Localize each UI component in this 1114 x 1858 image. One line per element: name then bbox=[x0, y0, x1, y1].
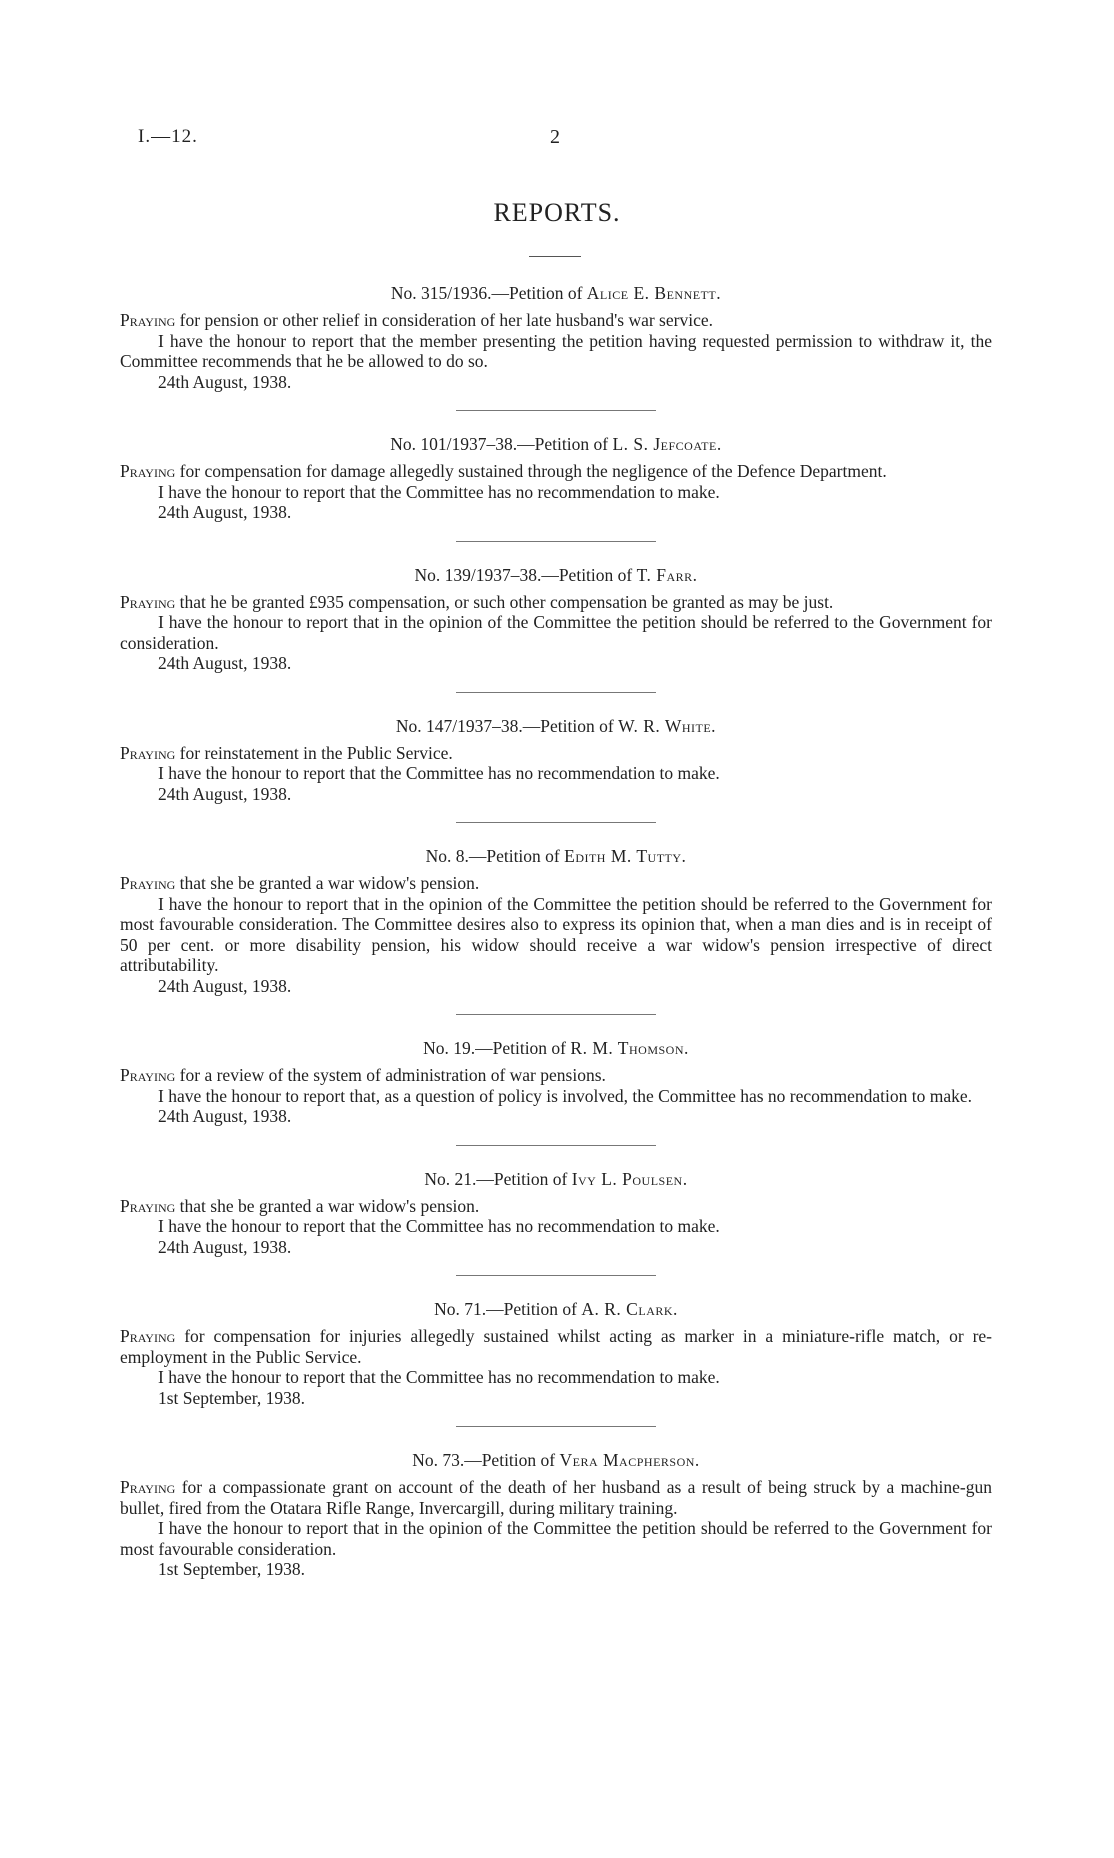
committee-report: I have the honour to report that in the opinion of the Committee the petition should be referred to the Government for consideration. bbox=[120, 612, 992, 653]
petition-number: No. 101/1937–38.—Petition of bbox=[390, 434, 609, 454]
petitioner-name: R. M. Thomson. bbox=[570, 1038, 689, 1058]
petitions-list bbox=[120, 282, 992, 1580]
committee-report: I have the honour to report that the Committee has no recommendation to make. bbox=[158, 763, 720, 783]
section-divider bbox=[456, 410, 656, 411]
petition-prayer bbox=[120, 310, 992, 331]
page-header-ref: I.—12. bbox=[138, 126, 198, 147]
petition-entry bbox=[120, 1168, 992, 1277]
petition-number: No. 8.—Petition of bbox=[425, 846, 560, 866]
section-divider bbox=[456, 692, 656, 693]
prayer-text: for pension or other relief in consideration of her late husband's war service. bbox=[179, 310, 713, 330]
prayer-text: that he be granted £935 compensation, or such other compensation be granted as may be just. bbox=[179, 591, 834, 612]
section-divider bbox=[456, 1145, 656, 1146]
petitioner-name: A. R. Clark. bbox=[581, 1299, 678, 1319]
committee-report: I have the honour to report that, as a question of policy is involved, the Committee has no recommendation to make. bbox=[158, 1085, 973, 1106]
petition-entry bbox=[120, 845, 992, 1015]
petition-heading bbox=[120, 1449, 992, 1471]
petition-prayer bbox=[120, 1196, 992, 1217]
prayer-text: for a compassionate grant on account of the death of her husband as a result of being struck by a machine-gun bullet, fired from the Otatara Rifle Range, Invercargill, during military training. bbox=[120, 1477, 992, 1518]
section-divider bbox=[456, 1014, 656, 1015]
prayer-lead: Praying bbox=[120, 1477, 176, 1497]
petition-entry bbox=[120, 1037, 992, 1146]
report-date: 24th August, 1938. bbox=[158, 371, 292, 392]
committee-report: I have the honour to report that the member presenting the petition having requested permission to withdraw it, the Committee recommends that he be allowed to do so. bbox=[120, 330, 992, 371]
petitioner-name: W. R. White. bbox=[618, 715, 717, 736]
petition-heading bbox=[120, 433, 992, 455]
petition-prayer bbox=[120, 873, 992, 894]
petition-entry bbox=[120, 1298, 992, 1427]
prayer-lead: Praying bbox=[120, 1195, 176, 1216]
prayer-lead: Praying bbox=[120, 1065, 176, 1085]
petition-prayer bbox=[120, 592, 992, 613]
petition-entry bbox=[120, 564, 992, 693]
prayer-lead: Praying bbox=[120, 1326, 176, 1346]
petition-heading bbox=[120, 1037, 992, 1059]
petition-heading bbox=[120, 845, 992, 867]
report-date: 24th August, 1938. bbox=[158, 653, 292, 673]
prayer-lead: Praying bbox=[120, 873, 176, 893]
petition-number: No. 19.—Petition of bbox=[423, 1038, 567, 1058]
petition-entry bbox=[120, 433, 992, 542]
petition-number: No. 139/1937–38.—Petition of bbox=[414, 564, 633, 585]
title-rule bbox=[529, 256, 581, 257]
page-title: REPORTS. bbox=[493, 198, 621, 227]
prayer-text: for compensation for damage allegedly sustained through the negligence of the Defence Department. bbox=[179, 461, 887, 481]
petitioner-name: Ivy L. Poulsen. bbox=[571, 1168, 688, 1189]
petition-prayer bbox=[120, 461, 992, 482]
report-date: 1st September, 1938. bbox=[158, 1387, 306, 1408]
prayer-text: that she be granted a war widow's pension. bbox=[179, 1195, 480, 1216]
petition-entry bbox=[120, 282, 992, 411]
report-date: 1st September, 1938. bbox=[158, 1559, 306, 1579]
petition-prayer bbox=[120, 1477, 992, 1518]
prayer-text: that she be granted a war widow's pension. bbox=[179, 873, 480, 893]
petition-prayer bbox=[120, 1065, 992, 1086]
report-date: 24th August, 1938. bbox=[158, 502, 292, 522]
report-date: 24th August, 1938. bbox=[158, 975, 292, 996]
prayer-text: for a review of the system of administration of war pensions. bbox=[179, 1065, 606, 1085]
petition-heading bbox=[120, 715, 992, 737]
prayer-text: for reinstatement in the Public Service. bbox=[179, 742, 453, 763]
committee-report: I have the honour to report that in the opinion of the Committee the petition should be referred to the Government for most favourable consideration. The Committee desires also to express its opinion that, when a man dies and is in receipt of 50 per cent. or more disability pension, his widow should receive a war widow's pension irrespective of direct attributability. bbox=[120, 893, 992, 975]
committee-report: I have the honour to report that the Committee has no recommendation to make. bbox=[158, 1216, 720, 1236]
petitioner-name: L. S. Jefcoate. bbox=[612, 434, 722, 454]
petition-prayer bbox=[120, 1326, 992, 1367]
section-divider bbox=[456, 822, 656, 823]
report-date: 24th August, 1938. bbox=[158, 1236, 292, 1257]
petitioner-name: T. Farr. bbox=[636, 564, 698, 585]
petition-entry bbox=[120, 715, 992, 824]
petition-number: No. 147/1937–38.—Petition of bbox=[395, 715, 614, 736]
committee-report: I have the honour to report that the Committee has no recommendation to make. bbox=[158, 481, 720, 502]
petition-heading bbox=[120, 1298, 992, 1320]
petition-number: No. 73.—Petition of bbox=[412, 1450, 556, 1470]
petitioner-name: Vera Macpherson. bbox=[559, 1450, 700, 1470]
report-date: 24th August, 1938. bbox=[158, 1106, 292, 1126]
prayer-lead: Praying bbox=[120, 591, 176, 612]
petitioner-name: Edith M. Tutty. bbox=[564, 846, 687, 866]
petition-heading bbox=[120, 564, 992, 586]
committee-report: I have the honour to report that in the opinion of the Committee the petition should be referred to the Government for most favourable consideration. bbox=[120, 1518, 992, 1559]
section-divider bbox=[456, 1275, 656, 1276]
petition-number: No. 21.—Petition of bbox=[424, 1168, 568, 1189]
section-divider bbox=[456, 1426, 656, 1427]
petition-heading bbox=[120, 282, 992, 304]
petition-number: No. 315/1936.—Petition of bbox=[390, 283, 583, 303]
prayer-lead: Praying bbox=[120, 742, 176, 763]
petition-entry bbox=[120, 1449, 992, 1580]
prayer-lead: Praying bbox=[120, 461, 176, 481]
report-date: 24th August, 1938. bbox=[158, 783, 292, 804]
prayer-text: for compensation for injuries allegedly sustained whilst acting as marker in a miniature-rifle match, or re-employment in the Public Service. bbox=[120, 1326, 992, 1367]
committee-report: I have the honour to report that the Committee has no recommendation to make. bbox=[158, 1367, 720, 1387]
petitioner-name: Alice E. Bennett. bbox=[586, 283, 722, 303]
petition-number: No. 71.—Petition of bbox=[434, 1299, 577, 1319]
section-divider bbox=[456, 541, 656, 542]
page-number: 2 bbox=[550, 126, 560, 148]
petition-heading bbox=[120, 1168, 992, 1190]
petition-prayer bbox=[120, 743, 992, 764]
prayer-lead: Praying bbox=[120, 310, 176, 330]
